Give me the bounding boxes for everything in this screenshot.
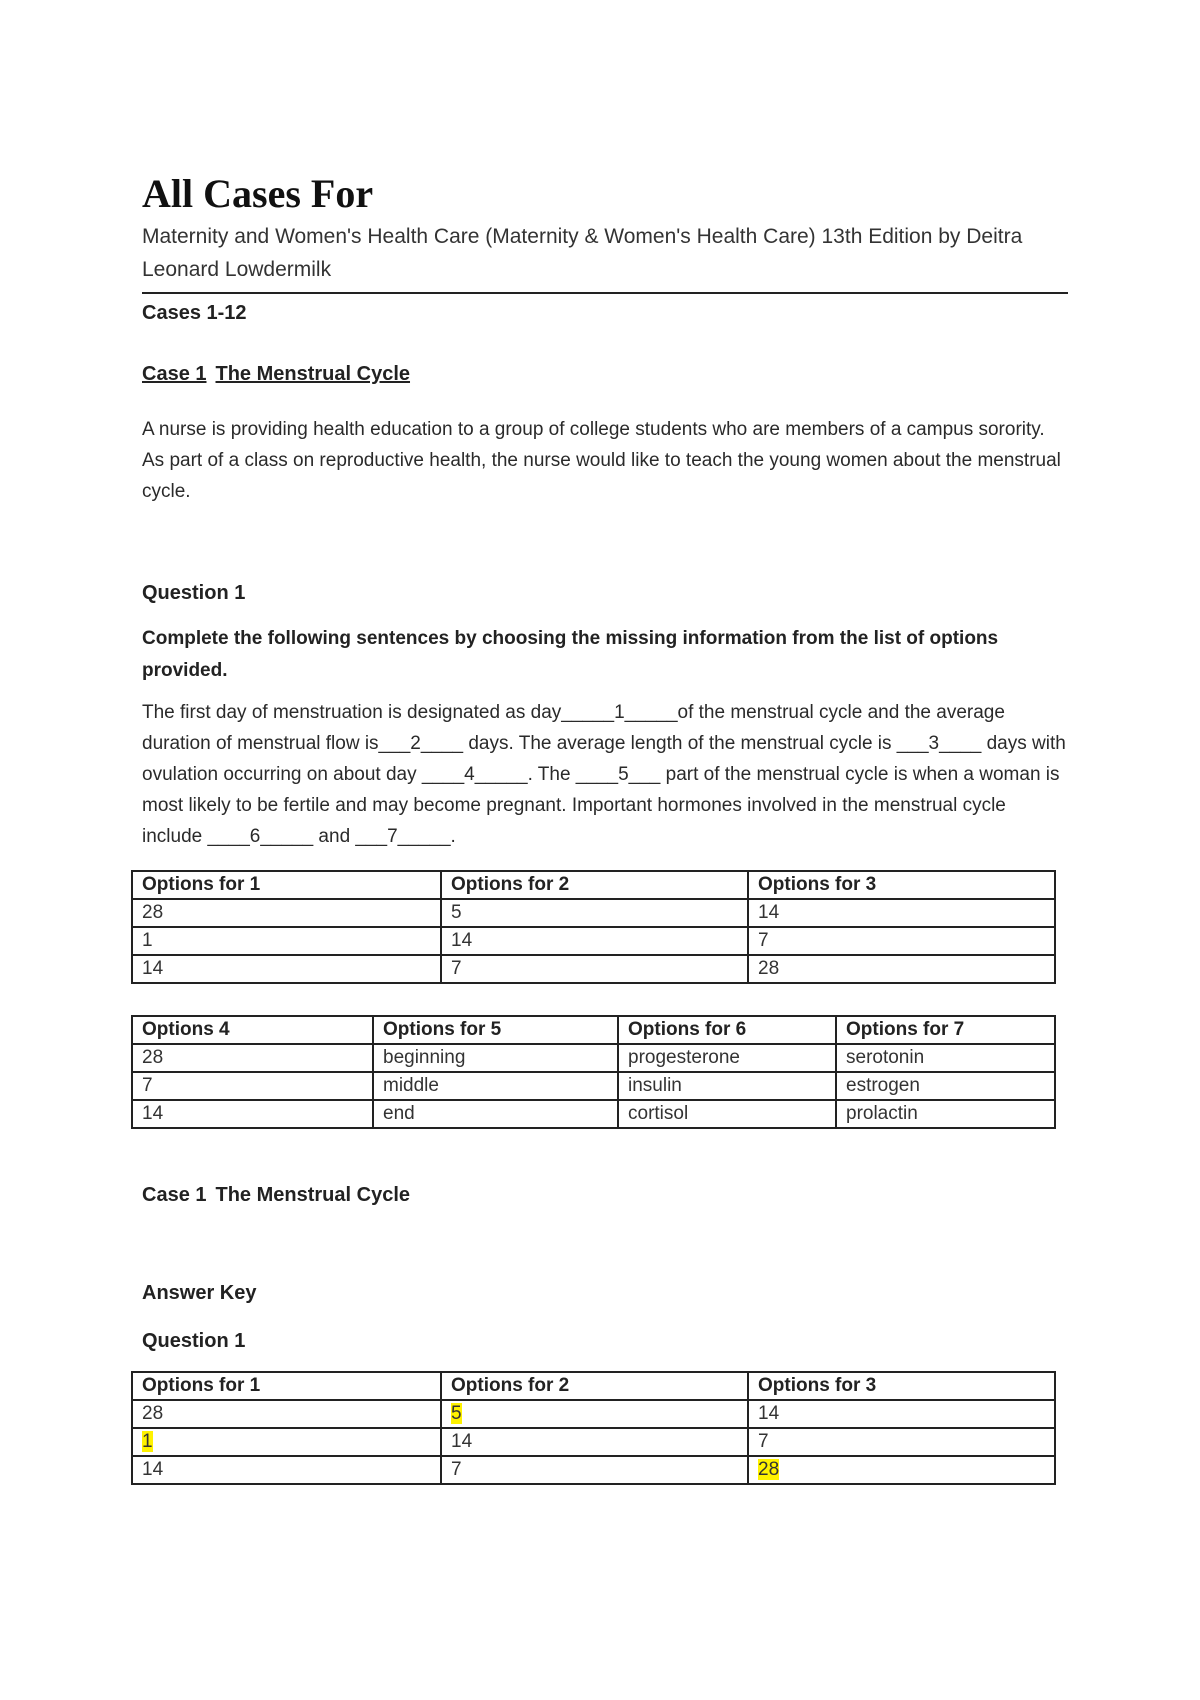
table-header-cell: Options for 3 [748,871,1055,899]
option-cell [748,1428,1055,1456]
option-cell: 1 [132,927,441,955]
option-cell [748,1456,1055,1484]
table-header-cell: Options for 2 [441,871,748,899]
table-header-row [132,871,1055,899]
table-row [132,899,1055,927]
highlighted-answer: 28 [758,1459,780,1480]
option-cell: progesterone [618,1044,836,1072]
option-cell: prolactin [836,1100,1055,1128]
option-cell: 5 [441,899,748,927]
option-cell: end [373,1100,618,1128]
title-divider [142,292,1068,294]
table-row [132,1400,1055,1428]
table-row [132,1456,1055,1484]
case-heading [142,360,1068,388]
option-cell [132,1428,441,1456]
book-subtitle: Maternity and Women's Health Care (Maternity & Women's Health Care) 13th Edition by Deitra Leonard Lowdermilk [142,225,1023,281]
table-row [132,1100,1055,1128]
table-header-cell: Options for 3 [748,1372,1055,1400]
table-row [132,927,1055,955]
option-cell [441,1400,748,1428]
answer-value: 14 [142,1459,164,1480]
option-cell: 7 [441,955,748,983]
table-row [132,1072,1055,1100]
option-cell [748,1400,1055,1428]
option-cell: 14 [748,899,1055,927]
options-table-4-7 [131,1015,1056,1129]
option-cell: 7 [748,927,1055,955]
answer-key-table [131,1371,1056,1485]
table-header-cell: Options 4 [132,1016,373,1044]
option-cell: 28 [132,899,441,927]
table-header-cell: Options for 1 [132,1372,441,1400]
option-cell [441,1428,748,1456]
table-row [132,1428,1055,1456]
answer-value: 7 [451,1459,462,1480]
table-row [132,1044,1055,1072]
cases-range: Cases 1-12 [142,302,247,324]
option-cell: 14 [132,955,441,983]
options-table-1-3 [131,870,1056,984]
option-cell [132,1400,441,1428]
option-cell: estrogen [836,1072,1055,1100]
table-header-row [132,1016,1055,1044]
answer-value: 14 [758,1403,780,1424]
option-cell: cortisol [618,1100,836,1128]
highlighted-answer: 1 [142,1431,153,1452]
case-title: The Menstrual Cycle [215,1184,411,1206]
option-cell: 7 [132,1072,373,1100]
option-cell: 14 [132,1100,373,1128]
case-title: The Menstrual Cycle [215,363,411,385]
question-instruction: Complete the following sentences by choosing the missing information from the list of options provided. [142,628,999,681]
answer-value: 28 [142,1403,164,1424]
table-header-cell: Options for 5 [373,1016,618,1044]
table-header-cell: Options for 2 [441,1372,748,1400]
case-scenario: A nurse is providing health education to a group of college students who are members of a campus sorority. As part of a class on reproductive health, the nurse would like to teach the young women about the menstrual cycle. [142,419,1061,502]
answer-question-label: Question 1 [142,1330,246,1352]
option-cell: serotonin [836,1044,1055,1072]
answer-value: 14 [451,1431,473,1452]
answer-case-heading [142,1181,1068,1209]
option-cell: middle [373,1072,618,1100]
answer-value: 7 [758,1431,769,1452]
table-header-cell: Options for 6 [618,1016,836,1044]
table-header-row [132,1372,1055,1400]
document-title: All Cases For [142,171,374,216]
answer-key-label: Answer Key [142,1282,257,1304]
option-cell: 28 [748,955,1055,983]
highlighted-answer: 5 [451,1403,462,1424]
case-number: Case 1 [142,363,207,385]
case-number: Case 1 [142,1184,207,1206]
table-header-cell: Options for 7 [836,1016,1055,1044]
question-label: Question 1 [142,582,246,604]
table-header-cell: Options for 1 [132,871,441,899]
option-cell: 28 [132,1044,373,1072]
option-cell: 14 [441,927,748,955]
table-row [132,955,1055,983]
option-cell: insulin [618,1072,836,1100]
option-cell: beginning [373,1044,618,1072]
option-cell [441,1456,748,1484]
document-page [142,170,1068,1485]
question-sentence: The first day of menstruation is designated as day_____1_____of the menstrual cycle and the average duration of menstrual flow is___2____ days. The average length of the menstrual cycle is ___3____ days with ovulation occurring on about day ____4_____. The ____5___ part of the menstrual cycle is when a woman is most likely to be fertile and may become pregnant. Important hormones involved in the menstrual cycle include ____6_____ and ___7_____. [142,702,1066,847]
option-cell [132,1456,441,1484]
